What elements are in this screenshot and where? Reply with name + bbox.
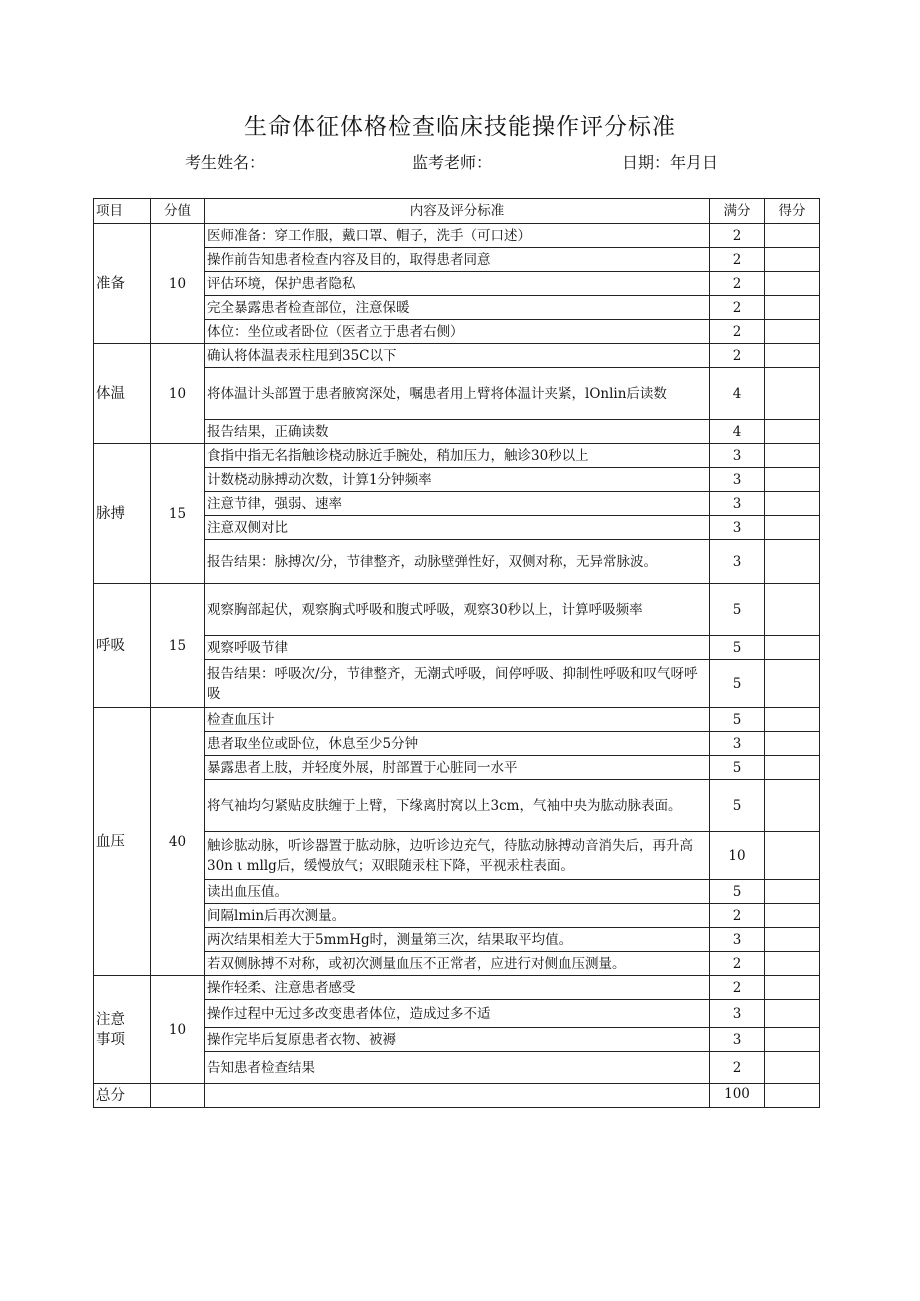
score-obtained-cell xyxy=(765,780,820,832)
score-obtained-cell xyxy=(765,584,820,636)
full-score: 3 xyxy=(710,516,765,540)
score-obtained-cell xyxy=(765,248,820,272)
score-obtained-cell xyxy=(765,1000,820,1028)
section-points: 15 xyxy=(151,584,205,708)
scoring-table xyxy=(93,198,820,1108)
score-obtained-cell xyxy=(765,468,820,492)
date-label: 日期：年月日 xyxy=(622,153,719,172)
section-name: 体温 xyxy=(94,344,151,444)
header-full-score: 满分 xyxy=(710,199,765,224)
full-score: 2 xyxy=(710,272,765,296)
section-name: 呼吸 xyxy=(94,584,151,708)
criterion-text: 确认将体温表汞柱甩到35C以下 xyxy=(205,344,710,368)
criterion-text: 操作完毕后复原患者衣物、被褥 xyxy=(205,1028,710,1052)
table-row xyxy=(94,584,820,636)
score-obtained-cell xyxy=(765,880,820,904)
score-obtained-cell xyxy=(765,1028,820,1052)
full-score: 2 xyxy=(710,320,765,344)
score-obtained-cell xyxy=(765,660,820,708)
section-points: 10 xyxy=(151,976,205,1084)
full-score: 3 xyxy=(710,1000,765,1028)
full-score: 3 xyxy=(710,928,765,952)
section-name: 脉搏 xyxy=(94,444,151,584)
student-name-label: 考生姓名： xyxy=(185,153,266,172)
full-score: 5 xyxy=(710,756,765,780)
score-obtained-cell xyxy=(765,952,820,976)
full-score: 4 xyxy=(710,368,765,420)
criterion-text: 检查血压计 xyxy=(205,708,710,732)
full-score: 3 xyxy=(710,1028,765,1052)
total-full-score: 100 xyxy=(710,1084,765,1108)
score-obtained-cell xyxy=(765,904,820,928)
criterion-text: 医师准备：穿工作服，戴口罩、帽子，洗手（可口述） xyxy=(205,224,710,248)
criterion-text: 将气袖均匀紧贴皮肤缠于上臂，下缘离肘窝以上3cm，气袖中央为肱动脉表面。 xyxy=(205,780,710,832)
section-points: 10 xyxy=(151,344,205,444)
full-score: 10 xyxy=(710,832,765,880)
header-points: 分值 xyxy=(151,199,205,224)
full-score: 2 xyxy=(710,976,765,1000)
total-content xyxy=(205,1084,710,1108)
criterion-text: 操作前告知患者检查内容及目的，取得患者同意 xyxy=(205,248,710,272)
table-row xyxy=(94,976,820,1000)
full-score: 5 xyxy=(710,584,765,636)
score-obtained-cell xyxy=(765,832,820,880)
total-score-obtained xyxy=(765,1084,820,1108)
full-score: 3 xyxy=(710,540,765,584)
score-obtained-cell xyxy=(765,272,820,296)
total-label: 总分 xyxy=(94,1084,151,1108)
full-score: 2 xyxy=(710,344,765,368)
full-score: 3 xyxy=(710,492,765,516)
criterion-text: 操作过程中无过多改变患者体位，造成过多不适 xyxy=(205,1000,710,1028)
section-points: 15 xyxy=(151,444,205,584)
full-score: 3 xyxy=(710,468,765,492)
score-obtained-cell xyxy=(765,540,820,584)
header-content: 内容及评分标准 xyxy=(205,199,710,224)
section-name: 注意 事项 xyxy=(94,976,151,1084)
criterion-text: 报告结果：呼吸次/分，节律整齐，无潮式呼吸，间停呼吸、抑制性呼吸和叹气呀呼吸 xyxy=(205,660,710,708)
table-row xyxy=(94,708,820,732)
criterion-text: 告知患者检查结果 xyxy=(205,1052,710,1084)
table-row xyxy=(94,344,820,368)
full-score: 2 xyxy=(710,248,765,272)
score-obtained-cell xyxy=(765,296,820,320)
full-score: 2 xyxy=(710,224,765,248)
score-obtained-cell xyxy=(765,1052,820,1084)
score-obtained-cell xyxy=(765,636,820,660)
criterion-text: 间隔lmin后再次测量。 xyxy=(205,904,710,928)
score-obtained-cell xyxy=(765,756,820,780)
criterion-text: 报告结果：脉搏次/分，节律整齐，动脉壁弹性好，双侧对称，无异常脉波。 xyxy=(205,540,710,584)
total-points xyxy=(151,1084,205,1108)
criterion-text: 若双侧脉搏不对称，或初次测量血压不正常者，应进行对侧血压测量。 xyxy=(205,952,710,976)
full-score: 2 xyxy=(710,952,765,976)
page-title: 生命体征体格检查临床技能操作评分标准 xyxy=(244,114,676,140)
score-obtained-cell xyxy=(765,708,820,732)
score-obtained-cell xyxy=(765,320,820,344)
criterion-text: 完全暴露患者检查部位，注意保暖 xyxy=(205,296,710,320)
full-score: 2 xyxy=(710,904,765,928)
criterion-text: 计数桡动脉搏动次数，计算1分钟频率 xyxy=(205,468,710,492)
section-name: 准备 xyxy=(94,224,151,344)
score-obtained-cell xyxy=(765,224,820,248)
criterion-text: 将体温计头部置于患者腋窝深处，嘱患者用上臂将体温计夹紧，lOnlin后读数 xyxy=(205,368,710,420)
criterion-text: 注意节律，强弱、速率 xyxy=(205,492,710,516)
score-obtained-cell xyxy=(765,732,820,756)
criterion-text: 患者取坐位或卧位，休息至少5分钟 xyxy=(205,732,710,756)
full-score: 2 xyxy=(710,296,765,320)
criterion-text: 食指中指无名指触诊桡动脉近手腕处，稍加压力，触诊30秒以上 xyxy=(205,444,710,468)
full-score: 3 xyxy=(710,444,765,468)
criterion-text: 评估环境，保护患者隐私 xyxy=(205,272,710,296)
criterion-text: 观察胸部起伏，观察胸式呼吸和腹式呼吸，观察30秒以上，计算呼吸频率 xyxy=(205,584,710,636)
total-row xyxy=(94,1084,820,1108)
section-points: 10 xyxy=(151,224,205,344)
score-obtained-cell xyxy=(765,976,820,1000)
header-score-obtained: 得分 xyxy=(765,199,820,224)
full-score: 2 xyxy=(710,1052,765,1084)
proctor-label: 监考老师： xyxy=(412,153,493,172)
criterion-text: 观察呼吸节律 xyxy=(205,636,710,660)
criterion-text: 报告结果，正确读数 xyxy=(205,420,710,444)
criterion-text: 触诊肱动脉，听诊器置于肱动脉，边听诊边充气，待肱动脉搏动音消失后，再升高30n ι mllg后，缓慢放气；双眼随汞柱下降，平视汞柱表面。 xyxy=(205,832,710,880)
full-score: 3 xyxy=(710,732,765,756)
score-obtained-cell xyxy=(765,492,820,516)
table-header-row xyxy=(94,199,820,224)
header-item: 项目 xyxy=(94,199,151,224)
score-obtained-cell xyxy=(765,368,820,420)
table-row xyxy=(94,224,820,248)
criterion-text: 操作轻柔、注意患者感受 xyxy=(205,976,710,1000)
full-score: 5 xyxy=(710,660,765,708)
score-obtained-cell xyxy=(765,928,820,952)
criterion-text: 体位：坐位或者卧位（医者立于患者右侧） xyxy=(205,320,710,344)
criterion-text: 两次结果相差大于5mmHg时，测量第三次，结果取平均值。 xyxy=(205,928,710,952)
section-name: 血压 xyxy=(94,708,151,976)
full-score: 5 xyxy=(710,708,765,732)
score-obtained-cell xyxy=(765,420,820,444)
score-obtained-cell xyxy=(765,344,820,368)
full-score: 5 xyxy=(710,636,765,660)
score-obtained-cell xyxy=(765,444,820,468)
table-row xyxy=(94,444,820,468)
section-points: 40 xyxy=(151,708,205,976)
criterion-text: 暴露患者上肢，并轻度外展，肘部置于心脏同一水平 xyxy=(205,756,710,780)
criterion-text: 注意双侧对比 xyxy=(205,516,710,540)
score-obtained-cell xyxy=(765,516,820,540)
full-score: 5 xyxy=(710,880,765,904)
criterion-text: 读出血压值。 xyxy=(205,880,710,904)
full-score: 5 xyxy=(710,780,765,832)
full-score: 4 xyxy=(710,420,765,444)
